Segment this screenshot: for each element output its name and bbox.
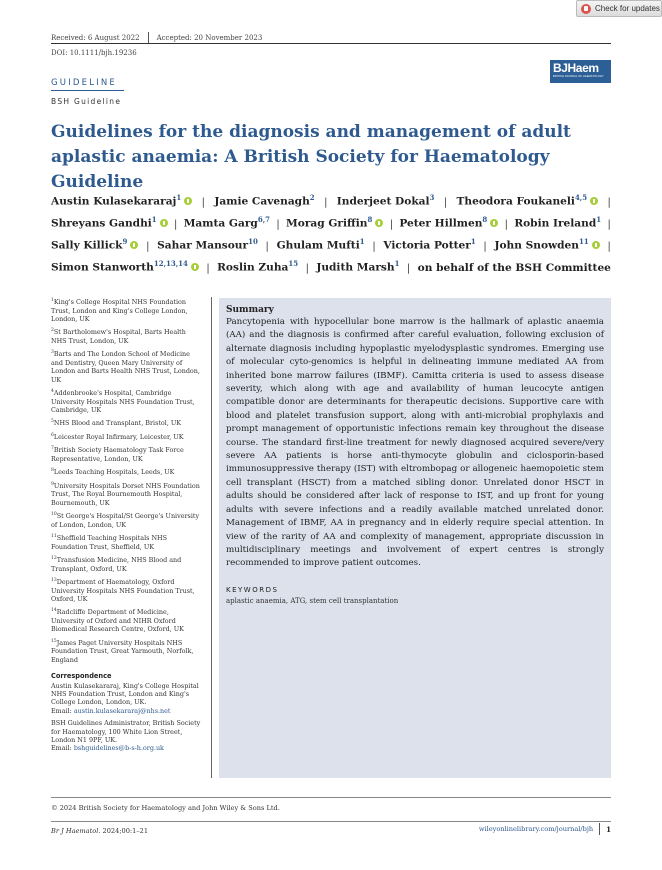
author[interactable]: Roslin Zuha$^{15}$ (217, 259, 299, 274)
affiliation-text: Addenbrooke's Hospital, Cambridge University Hospitals NHS Foundation Trust, Cambridge, UK (51, 389, 195, 414)
bottom-rule (51, 797, 611, 798)
copyright: © 2024 British Society for Haematology and John Wiley & Sons Ltd. (51, 804, 280, 812)
affiliation-item (51, 533, 203, 551)
affiliation-item (51, 555, 203, 573)
summary-box (219, 298, 611, 778)
author-separator: | (206, 261, 210, 274)
page-number: 1 (606, 824, 611, 834)
affiliation-text: Leicester Royal Infirmary, Leicester, UK (53, 433, 184, 442)
author-separator: | (607, 195, 611, 208)
affiliation-text: King's College Hospital NHS Foundation Trust, London and King's College London, London, UK (51, 298, 188, 323)
admin-email-line: Email: bshguidelines@b-s-h.org.uk (51, 744, 164, 753)
author[interactable]: Ghulam Mufti$^1$ (276, 237, 365, 252)
column-divider (211, 297, 212, 778)
journal-logo-text: BJHaem (553, 61, 599, 75)
author-line-4 (51, 259, 611, 281)
author[interactable]: Simon Stanworth$^{12,13,14}$ (51, 259, 199, 274)
author-separator: | (607, 217, 611, 230)
affiliation-number: 2 (51, 328, 54, 334)
affiliation-text: University Hospitals Dorset NHS Foundation Trust, The Royal Bournemouth Hospital, Bournemouth, UK (51, 482, 200, 507)
author-separator: | (305, 261, 310, 274)
affiliation-text: James Paget University Hospitals NHS Foundation Trust, Great Yarmouth, Norfolk, England (51, 638, 194, 664)
article-title: Guidelines for the diagnosis and management of adult aplastic anaemia: A British Society for Haematology Guideline (51, 122, 571, 192)
affiliation-item (51, 388, 203, 414)
affiliation-item (51, 467, 203, 477)
footer-right (479, 823, 611, 835)
affiliation-item (51, 445, 203, 463)
received-date: Received: 6 August 2022 (51, 34, 140, 42)
affiliation-number: 10 (51, 512, 57, 518)
orcid-icon[interactable] (184, 197, 192, 205)
affiliation-text: Leeds Teaching Hospitals, Leeds, UK (53, 468, 175, 477)
affiliation-item (51, 638, 203, 664)
author[interactable]: Victoria Potter$^1$ (383, 237, 476, 252)
affiliation-number: 3 (51, 350, 54, 356)
author[interactable]: Theodora Foukaneli$^{4,5}$ (457, 193, 599, 208)
affiliation-item (51, 432, 203, 442)
author[interactable]: Robin Ireland$^1$ (514, 215, 602, 230)
affiliation-list (51, 297, 203, 664)
author[interactable]: Morag Griffin$^8$ (286, 215, 383, 230)
author-separator: | (173, 217, 178, 230)
summary-text: Pancytopenia with hypocellular bone marrow is the hallmark of aplastic anaemia (AA) and the diagnosis is confirmed after careful evaluation, following exclusion of alternate diagnosis including hypoplastic myelodysplastic syndromes. Emerging use of molecular cyto-genomics is helpful in delineating immune mediated AA from inherited bone marrow failures (IBMF). Camitta criteria is used to assess disease severity, which along with age and availability of human leucocyte antigen compatible donor are determinants for therapeutic decisions. Supportive care with blood and platelet transfusion support, along with anti-microbial prophylaxis and prompt management of opportunistic infections remain key throughout the disease course. The standard first-line treatment for newly diagnosed acquired severe/very severe AA patients is horse anti-thymocyte globulin and ciclosporin-based immunosuppressive therapy (IST) with eltrombopag or allogeneic haemopoietic stem cell transplant (HSCT) from a matched sibling donor. Unrelated donor HSCT in adults should be considered after lack of response to IST, and up front for young adults with severe infections and a readily available matched unrelated donor. Management of IBMF, AA in pregnancy and in elderly require special attention. In view of the rarity of AA and complexity of management, appropriate discussion in multidisciplinary meetings and involvement of expert centres is strongly recommended to improve patient outcomes. (226, 317, 604, 569)
affiliation-item (51, 418, 203, 428)
author[interactable]: John Snowden$^{11}$ (494, 237, 599, 252)
journal-logo-subtitle: BRITISH JOURNAL OF HAEMATOLOGY (553, 75, 604, 78)
affiliation-text: Transfusion Medicine, NHS Blood and Transplant, Oxford, UK (51, 556, 182, 573)
affiliation-item (51, 511, 203, 529)
footer-separator (599, 823, 600, 835)
author-separator: | (504, 217, 509, 230)
affiliation-text: British Society Haematology Task Force Representative, London, UK (51, 446, 184, 463)
affiliation-text: Barts and The London School of Medicine and Dentistry, Queen Mary University of London and Barts Health NHS Trust, London, UK (51, 350, 200, 384)
orcid-icon[interactable] (590, 197, 598, 205)
affiliation-number: 11 (51, 534, 57, 540)
affiliation-number: 8 (51, 468, 54, 474)
check-updates-label: Check for updates (595, 4, 660, 13)
admin-text: BSH Guidelines Administrator, British Society for Haematology, 100 White Lion Street, London N1 9PF, UK. (51, 719, 201, 744)
affiliation-item (51, 349, 203, 384)
author[interactable]: Sahar Mansour$^{10}$ (157, 237, 258, 252)
author-separator: | (265, 239, 269, 252)
affiliation-number: 14 (51, 608, 57, 614)
author[interactable]: Peter Hillmen$^8$ (399, 215, 498, 230)
affiliation-item (51, 481, 203, 507)
affiliation-item (51, 577, 203, 603)
affiliation-number: 13 (51, 578, 57, 584)
correspondence-heading: Correspondence (51, 672, 112, 681)
affiliation-text: St Bartholomew's Hospital, Barts Health NHS Trust, London, UK (51, 328, 186, 345)
author-separator: | (406, 261, 411, 274)
affiliation-text: NHS Blood and Transplant, Bristol, UK (53, 419, 182, 428)
header-rule (51, 43, 611, 44)
author-separator: | (145, 239, 150, 252)
affiliation-number: 12 (51, 556, 57, 562)
correspondence-email-link[interactable]: austin.kulasekararaj@nhs.net (73, 706, 171, 715)
crossmark-icon (581, 4, 591, 14)
author[interactable]: Judith Marsh$^1$ (316, 259, 400, 274)
series-label: BSH Guideline (51, 97, 122, 106)
orcid-icon[interactable] (160, 219, 168, 227)
author-separator: | (607, 239, 611, 252)
journal-logo (550, 60, 611, 83)
affiliation-number: 5 (51, 419, 54, 425)
journal-abbrev: Br J Haematol. (51, 827, 101, 835)
author-separator: | (443, 195, 448, 208)
author[interactable]: Austin Kulasekararaj$^1$ (51, 193, 192, 208)
author-line-2 (51, 215, 611, 237)
article-type-underline (51, 90, 124, 91)
orcid-icon[interactable] (375, 219, 383, 227)
affiliation-number: 7 (51, 446, 54, 452)
admin-block (51, 719, 203, 753)
affiliation-item (51, 327, 203, 345)
orcid-icon[interactable] (592, 241, 600, 249)
orcid-icon[interactable] (490, 219, 498, 227)
journal-url-link[interactable]: wileyonlinelibrary.com/journal/bjh (478, 825, 594, 833)
admin-email-link[interactable]: bshguidelines@b-s-h.org.uk (73, 744, 164, 753)
affiliation-item (51, 297, 203, 323)
affiliation-number: 15 (51, 638, 57, 644)
affiliation-number: 9 (51, 481, 54, 487)
affiliation-text: Radcliffe Department of Medicine, University of Oxford and NIHR Oxford Biomedical Research Centre, Oxford, UK (51, 608, 184, 634)
citation-detail: 2024;00:1–21 (100, 827, 149, 835)
author-group: on behalf of the BSH Committee (417, 261, 611, 274)
affiliation-number: 1 (51, 298, 54, 303)
author[interactable]: Shreyans Gandhi$^1$ (51, 215, 168, 230)
author-separator: | (389, 217, 394, 230)
author-list (51, 193, 611, 281)
author[interactable]: Mamta Garg$^{6,7}$ (183, 215, 271, 230)
author[interactable]: Inderjeet Dokal$^3$ (336, 193, 435, 208)
correspondence-text: Austin Kulasekararaj, King's College Hospital NHS Foundation Trust, London and King's College London, London, UK. (51, 681, 199, 707)
check-for-updates-button[interactable] (576, 0, 662, 17)
author-separator: | (372, 239, 376, 252)
affiliation-text: Sheffield Teaching Hospitals NHS Foundation Trust, Sheffield, UK (51, 534, 167, 551)
author-separator: | (483, 239, 487, 252)
summary-heading: Summary (226, 305, 274, 315)
journal-citation (51, 827, 148, 835)
affiliations-column (51, 297, 203, 757)
orcid-icon[interactable] (130, 241, 138, 249)
author-separator: | (276, 217, 280, 230)
author[interactable]: Sally Killick$^9$ (51, 237, 138, 252)
affiliation-item (51, 607, 203, 633)
author-separator: | (323, 195, 328, 208)
correspondence-block (51, 682, 203, 716)
orcid-icon[interactable] (191, 263, 199, 271)
keywords-heading: KEYWORDS (226, 585, 279, 594)
doi: DOI: 10.1111/bjh.19236 (51, 49, 137, 57)
affiliation-text: Department of Haematology, Oxford University Hospitals NHS Foundation Trust, Oxford, UK (51, 578, 195, 603)
affiliation-number: 6 (51, 432, 54, 438)
footer-rule (51, 821, 611, 822)
keywords-text: aplastic anaemia, ATG, stem cell transplantation (226, 596, 399, 605)
author-line-1 (51, 193, 611, 215)
affiliation-number: 4 (51, 389, 54, 395)
correspondence-email-line: Email: austin.kulasekararaj@nhs.net (51, 706, 171, 715)
accepted-date: Accepted: 20 November 2023 (156, 34, 263, 42)
article-type: GUIDELINE (51, 78, 118, 88)
affiliation-text: St George's Hospital/St George's University of London, London, UK (51, 512, 200, 529)
author-line-3 (51, 237, 611, 259)
author[interactable]: Jamie Cavenagh$^2$ (214, 193, 315, 208)
author-separator: | (201, 195, 206, 208)
